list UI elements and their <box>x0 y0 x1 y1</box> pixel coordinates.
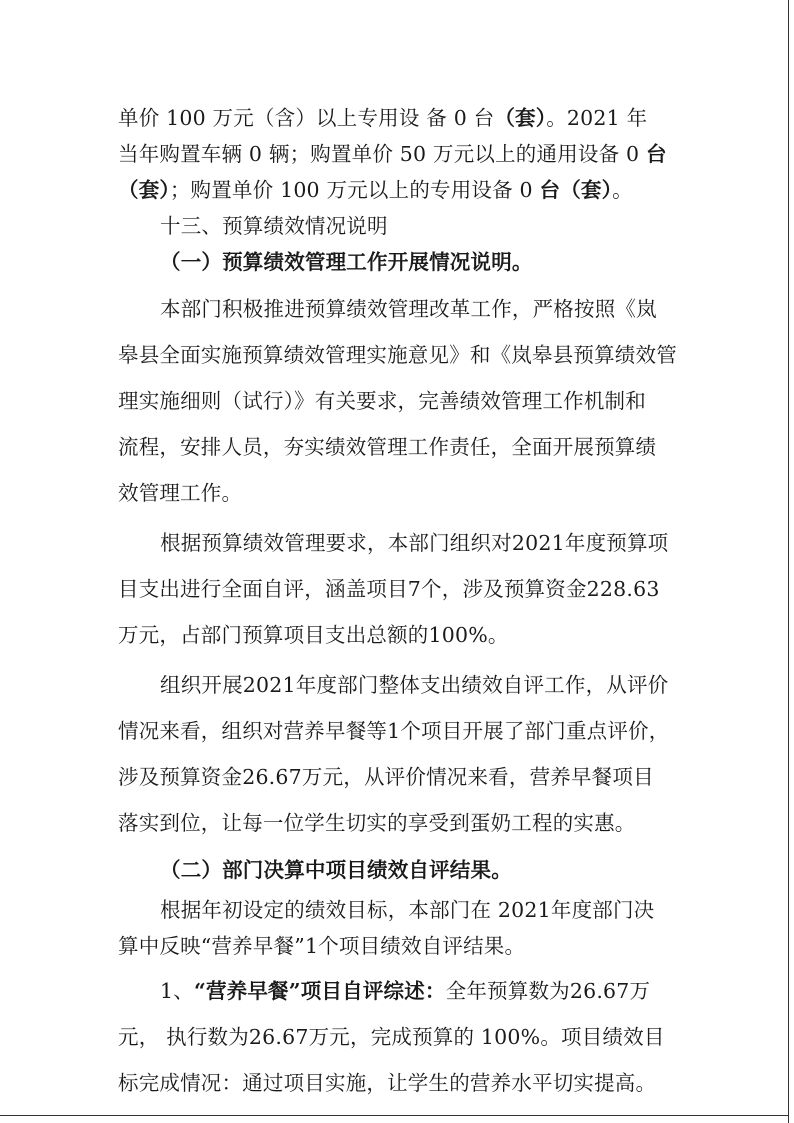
para4-line-text: 涉及预算资金26.67万元，从评价情况来看，营养早餐项目 <box>118 765 654 789</box>
para3-line-text: 根据预算绩效管理要求，本部门组织对2021年度预算项 <box>160 531 669 555</box>
para1-line3-end: 。 <box>612 178 633 202</box>
para4-line <box>118 708 678 754</box>
para2-line-text: 理实施细则（试行）》有关要求，完善绩效管理工作机制和 <box>118 389 646 413</box>
para3-line-text: 目支出进行全面自评，涵盖项目7个，涉及预算资金228.63 <box>118 577 660 601</box>
para4 <box>118 662 678 846</box>
para1-line1-bold: （套） <box>494 106 547 130</box>
para5-line <box>118 892 678 928</box>
para3-line <box>118 612 678 658</box>
section13-title: 十三、预算绩效情况说明 <box>160 214 388 238</box>
para4-line-text: 组织开展2021年度部门整体支出绩效自评工作，从评价 <box>160 673 669 697</box>
para6-line1-text: 全年预算数为26.67万 <box>445 979 651 1003</box>
document-body <box>118 100 678 1106</box>
para4-line <box>118 754 678 800</box>
para5-line-text: 算中反映“营养早餐”1个项目绩效自评结果。 <box>118 934 526 958</box>
para2-line <box>118 470 678 516</box>
sub2-title: （二）部门决算中项目绩效自评结果。 <box>160 858 512 882</box>
para5 <box>118 892 678 964</box>
para3-line <box>118 566 678 612</box>
para3 <box>118 520 678 658</box>
para1-line1 <box>118 100 678 136</box>
page-border-bottom <box>0 1115 789 1116</box>
para3-line-text: 万元，占部门预算项目支出总额的100%。 <box>118 623 509 647</box>
para4-line-text: 情况来看，组织对营养早餐等1个项目开展了部门重点评价， <box>118 719 670 743</box>
page-border-right <box>788 0 789 1123</box>
para2-line-text: 流程，安排人员，夯实绩效管理工作责任，全面开展预算绩 <box>118 435 657 459</box>
para1-line2 <box>118 136 678 172</box>
para5-line <box>118 928 678 964</box>
para3-line <box>118 520 678 566</box>
para6-line2-text: 元， 执行数为26.67万元，完成预算的 100%。项目绩效目 <box>118 1025 665 1049</box>
para5-line-text: 根据年初设定的绩效目标，本部门在 2021年度部门决 <box>160 898 655 922</box>
para1-line3-bold-a: （套） <box>118 178 170 202</box>
para1-line3 <box>118 172 678 208</box>
para6-line3-text: 标完成情况：通过项目实施，让学生的营养水平切实提高。 <box>118 1071 657 1095</box>
para2 <box>118 286 678 516</box>
para2-line <box>118 332 678 378</box>
para1-line1-end: 。2021 年 <box>546 106 648 130</box>
para4-line <box>118 662 678 708</box>
para1-line3-text: ；购置单价 100 万元以上的专用设备 0 <box>169 178 540 202</box>
para2-line-text: 效管理工作。 <box>118 481 243 505</box>
para4-line-text: 落实到位，让每一位学生切实的享受到蛋奶工程的实惠。 <box>118 811 636 835</box>
para2-line-text: 本部门积极推进预算绩效管理改革工作，严格按照《岚 <box>160 297 657 321</box>
para6-bold-lead: “营养早餐”项目自评综述： <box>193 979 446 1003</box>
para6-line2 <box>118 1014 678 1060</box>
para6-line1 <box>118 968 678 1014</box>
para1-line3-bold-b: 台（套） <box>539 178 613 202</box>
para1-line2-bold: 台 <box>645 142 667 166</box>
para1-line1-text: 单价 100 万元（含）以上专用设 备 0 台 <box>118 106 495 130</box>
para6-line3 <box>118 1060 678 1106</box>
para4-line <box>118 800 678 846</box>
para2-line <box>118 286 678 332</box>
section13-heading <box>118 208 678 244</box>
sub2-heading <box>118 852 678 888</box>
sub1-heading <box>118 244 678 280</box>
para2-line <box>118 424 678 470</box>
para1-line2-text: 当年购置车辆 0 辆；购置单价 50 万元以上的通用设备 0 <box>118 142 646 166</box>
para2-line <box>118 378 678 424</box>
sub1-title: （一）预算绩效管理工作开展情况说明。 <box>160 250 533 274</box>
para2-line-text: 皋县全面实施预算绩效管理实施意见》和《岚皋县预算绩效管 <box>118 343 677 367</box>
para6-number: 1、 <box>160 979 194 1003</box>
para6 <box>118 968 678 1106</box>
